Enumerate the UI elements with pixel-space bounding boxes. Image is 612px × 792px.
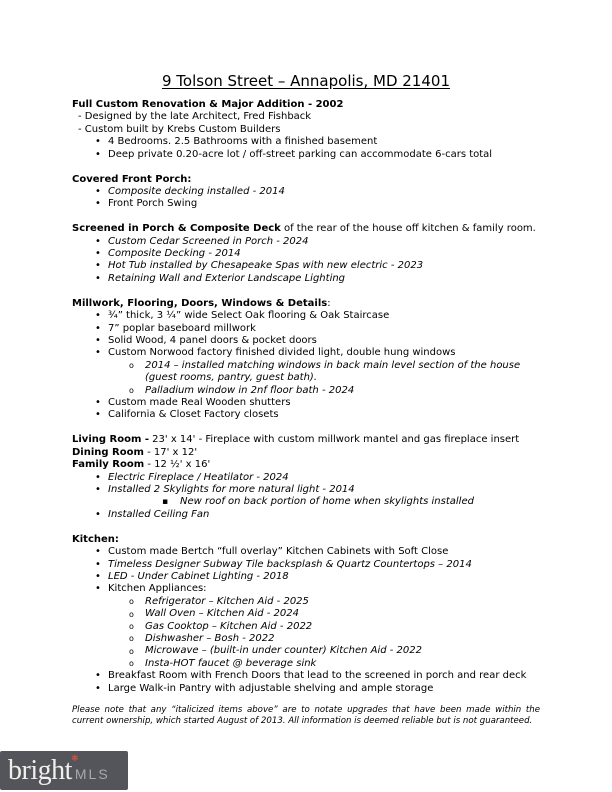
room-details: - 17' x 12' <box>143 446 198 458</box>
bullet-item: • Custom Norwood factory finished divided light, double hung windows <box>72 347 540 359</box>
sub-bullet-line: 2014 – installed matching windows in back main level section of the house <box>145 359 521 371</box>
bullet-item: • Hot Tub installed by Chesapeake Spas with new electric - 2023 <box>72 260 540 272</box>
logo-star-icon: ✱ <box>71 754 79 764</box>
document-content <box>72 72 540 727</box>
heading-rest: : <box>327 297 331 309</box>
bullet-item: • LED - Under Cabinet Lighting - 2018 <box>72 571 540 583</box>
bullet-item: • California & Closet Factory closets <box>72 409 540 421</box>
section-heading: Kitchen: <box>72 533 119 545</box>
room-line-family <box>72 459 540 471</box>
bullet-item: • Electric Fireplace / Heatilator - 2024 <box>72 472 540 484</box>
section-front-porch <box>72 174 540 211</box>
bullet-item: • Custom made Real Wooden shutters <box>72 397 540 409</box>
room-name: Dining Room <box>72 446 144 458</box>
logo-mls-text: MLS <box>74 766 110 782</box>
bullet-item: • Installed Ceiling Fan <box>72 509 540 521</box>
bullet-item: • Solid Wood, 4 panel doors & pocket doors <box>72 335 540 347</box>
section-heading: Covered Front Porch: <box>72 173 192 185</box>
appliance-item: o Wall Oven – Kitchen Aid - 2024 <box>72 608 540 620</box>
section-kitchen <box>72 534 540 695</box>
bullet-item: • Composite decking installed - 2014 <box>72 186 540 198</box>
bullet-item: • Deep private 0.20-acre lot / off-street parking can accommodate 6-cars total <box>72 149 540 161</box>
bullet-item: • Retaining Wall and Exterior Landscape Lighting <box>72 273 540 285</box>
bullet-item: • 4 Bedrooms. 2.5 Bathrooms with a finished basement <box>72 136 540 148</box>
dash-item: - Designed by the late Architect, Fred Fishback <box>78 111 312 123</box>
appliance-item: o Insta-HOT faucet @ beverage sink <box>72 658 540 670</box>
sub-bullet-item: o Palladium window in 2nf floor bath - 2024 <box>72 385 540 397</box>
page-title <box>72 72 540 90</box>
page-title-text: 9 Tolson Street – Annapolis, MD 21401 <box>162 72 450 90</box>
logo-brand-text: bright <box>8 755 72 786</box>
section-heading <box>72 223 540 235</box>
appliance-item: o Dishwasher – Bosh - 2022 <box>72 633 540 645</box>
bullet-item: • Large Walk-in Pantry with adjustable shelving and ample storage <box>72 683 540 695</box>
section-heading: Full Custom Renovation & Major Addition - 2002 <box>72 99 344 110</box>
room-details: - 12 ½' x 16' <box>144 459 211 471</box>
bullet-item: • Custom Cedar Screened in Porch - 2024 <box>72 236 540 248</box>
room-line-dining <box>72 447 540 459</box>
appliance-item: o Gas Cooktop – Kitchen Aid - 2022 <box>72 621 540 633</box>
bullet-item: • Installed 2 Skylights for more natural light - 2014 <box>72 484 540 496</box>
room-details: 23' x 14' - Fireplace with custom millwork mantel and gas fireplace insert <box>149 434 520 446</box>
section-rooms <box>72 434 540 521</box>
sub-bullet-item <box>72 360 540 385</box>
room-line-living <box>72 434 540 446</box>
room-name: Living Room - <box>72 434 149 446</box>
heading-bold: Screened in Porch & Composite Deck <box>72 223 281 235</box>
appliance-item: o Microwave – (built-in under counter) Kitchen Aid - 2022 <box>72 645 540 657</box>
section-millwork <box>72 298 540 422</box>
room-name: Family Room <box>72 459 145 471</box>
heading-rest: of the rear of the house off kitchen & family room. <box>280 223 536 235</box>
sub-bullet-line: (guest rooms, pantry, guest bath). <box>145 372 318 384</box>
bullet-item: • Breakfast Room with French Doors that lead to the screened in porch and rear deck <box>72 670 540 682</box>
bullet-item: • Kitchen Appliances: <box>72 583 540 595</box>
section-renovation <box>72 99 540 161</box>
section-heading <box>72 298 540 310</box>
bullet-item: • Composite Decking - 2014 <box>72 248 540 260</box>
bullet-item: • ¾” thick, 3 ¼” wide Select Oak flooring & Oak Staircase <box>72 310 540 322</box>
sub-bullet-item: ▪ New roof on back portion of home when skylights installed <box>72 496 540 508</box>
appliance-item: o Refrigerator – Kitchen Aid - 2025 <box>72 596 540 608</box>
heading-bold: Millwork, Flooring, Doors, Windows & Details <box>72 297 328 309</box>
footer-disclaimer: Please note that any “italicized items above” are to notate upgrades that have been made within the current ownership, which started August of 2013. All information is deemed reliable but is not guaranteed. <box>72 704 540 727</box>
section-screened-porch <box>72 223 540 285</box>
bullet-item: • Timeless Designer Subway Tile backsplash & Quartz Countertops – 2014 <box>72 559 540 571</box>
bullet-item: • Custom made Bertch “full overlay” Kitchen Cabinets with Soft Close <box>72 546 540 558</box>
bullet-item: • Front Porch Swing <box>72 198 540 210</box>
bright-mls-logo-text <box>8 757 110 785</box>
bright-mls-logo <box>0 751 128 790</box>
bullet-item: • 7” poplar baseboard millwork <box>72 323 540 335</box>
dash-item: - Custom built by Krebs Custom Builders <box>78 123 281 135</box>
